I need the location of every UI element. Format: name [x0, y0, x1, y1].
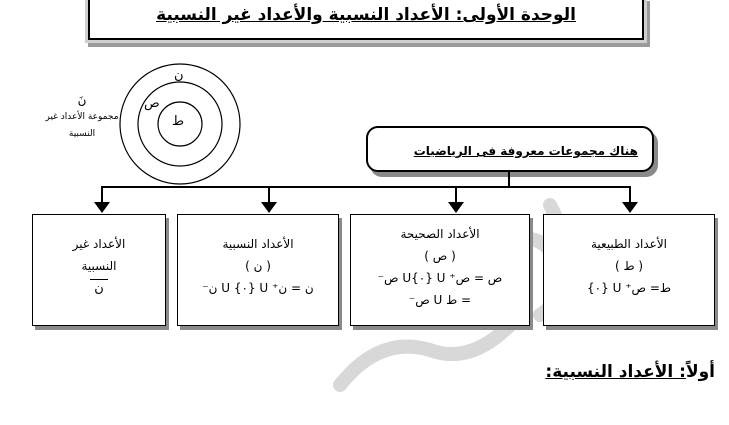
- box-rational-numbers: [177, 214, 339, 326]
- tree-branch: [101, 186, 631, 188]
- box-title: الأعداد غير النسبية: [72, 237, 126, 273]
- box-formula: ن = ن⁺ U {٠} U ن⁻: [202, 281, 314, 295]
- irrational-set-label: [40, 92, 124, 143]
- box-symbol: ( ص ): [424, 249, 456, 263]
- box-formula: ط= ص⁺ U {٠}: [587, 281, 671, 295]
- middle-set-symbol: ص: [144, 96, 160, 111]
- section-heading-prefix: أولاً: [685, 362, 715, 382]
- section-heading: [545, 362, 715, 382]
- arrow-down-icon: [448, 202, 464, 214]
- tree-stem: [508, 170, 510, 187]
- irrational-label-line1: مجموعة الأعداد غير: [45, 112, 119, 122]
- arrow-down-icon: [622, 202, 638, 214]
- outer-set-symbol: ن: [174, 68, 184, 83]
- callout-box: [366, 126, 654, 172]
- irrational-label-line2: النسبية: [68, 129, 96, 139]
- page-title: الوحدة الأولى: الأعداد النسبية والأعداد غير النسبية: [156, 5, 576, 25]
- callout-text: هناك مجموعات معروفة فى الرياضيات: [413, 144, 638, 158]
- box-symbol: ن: [90, 279, 108, 298]
- box-natural-numbers: [543, 214, 715, 326]
- section-heading-text: : الأعداد النسبية:: [545, 362, 686, 382]
- box-title: الأعداد الطبيعية: [590, 237, 668, 251]
- box-title: الأعداد النسبية: [222, 237, 294, 251]
- box-formula: ص = ص⁺ U {٠}U ص⁻: [377, 271, 503, 285]
- box-symbol: ( ن ): [245, 259, 271, 273]
- box-formula-2: = ط U ص⁻: [408, 293, 472, 307]
- box-symbol: ( ط ): [614, 259, 644, 273]
- arrow-down-icon: [94, 202, 110, 214]
- irrational-symbol: نَ: [77, 93, 87, 107]
- arrow-down-icon: [261, 202, 277, 214]
- box-irrational-numbers: [32, 214, 166, 326]
- box-integers: [350, 214, 530, 326]
- inner-set-symbol: ط: [172, 114, 185, 129]
- box-title: الأعداد الصحيحة: [400, 227, 480, 241]
- title-banner: [88, 0, 644, 40]
